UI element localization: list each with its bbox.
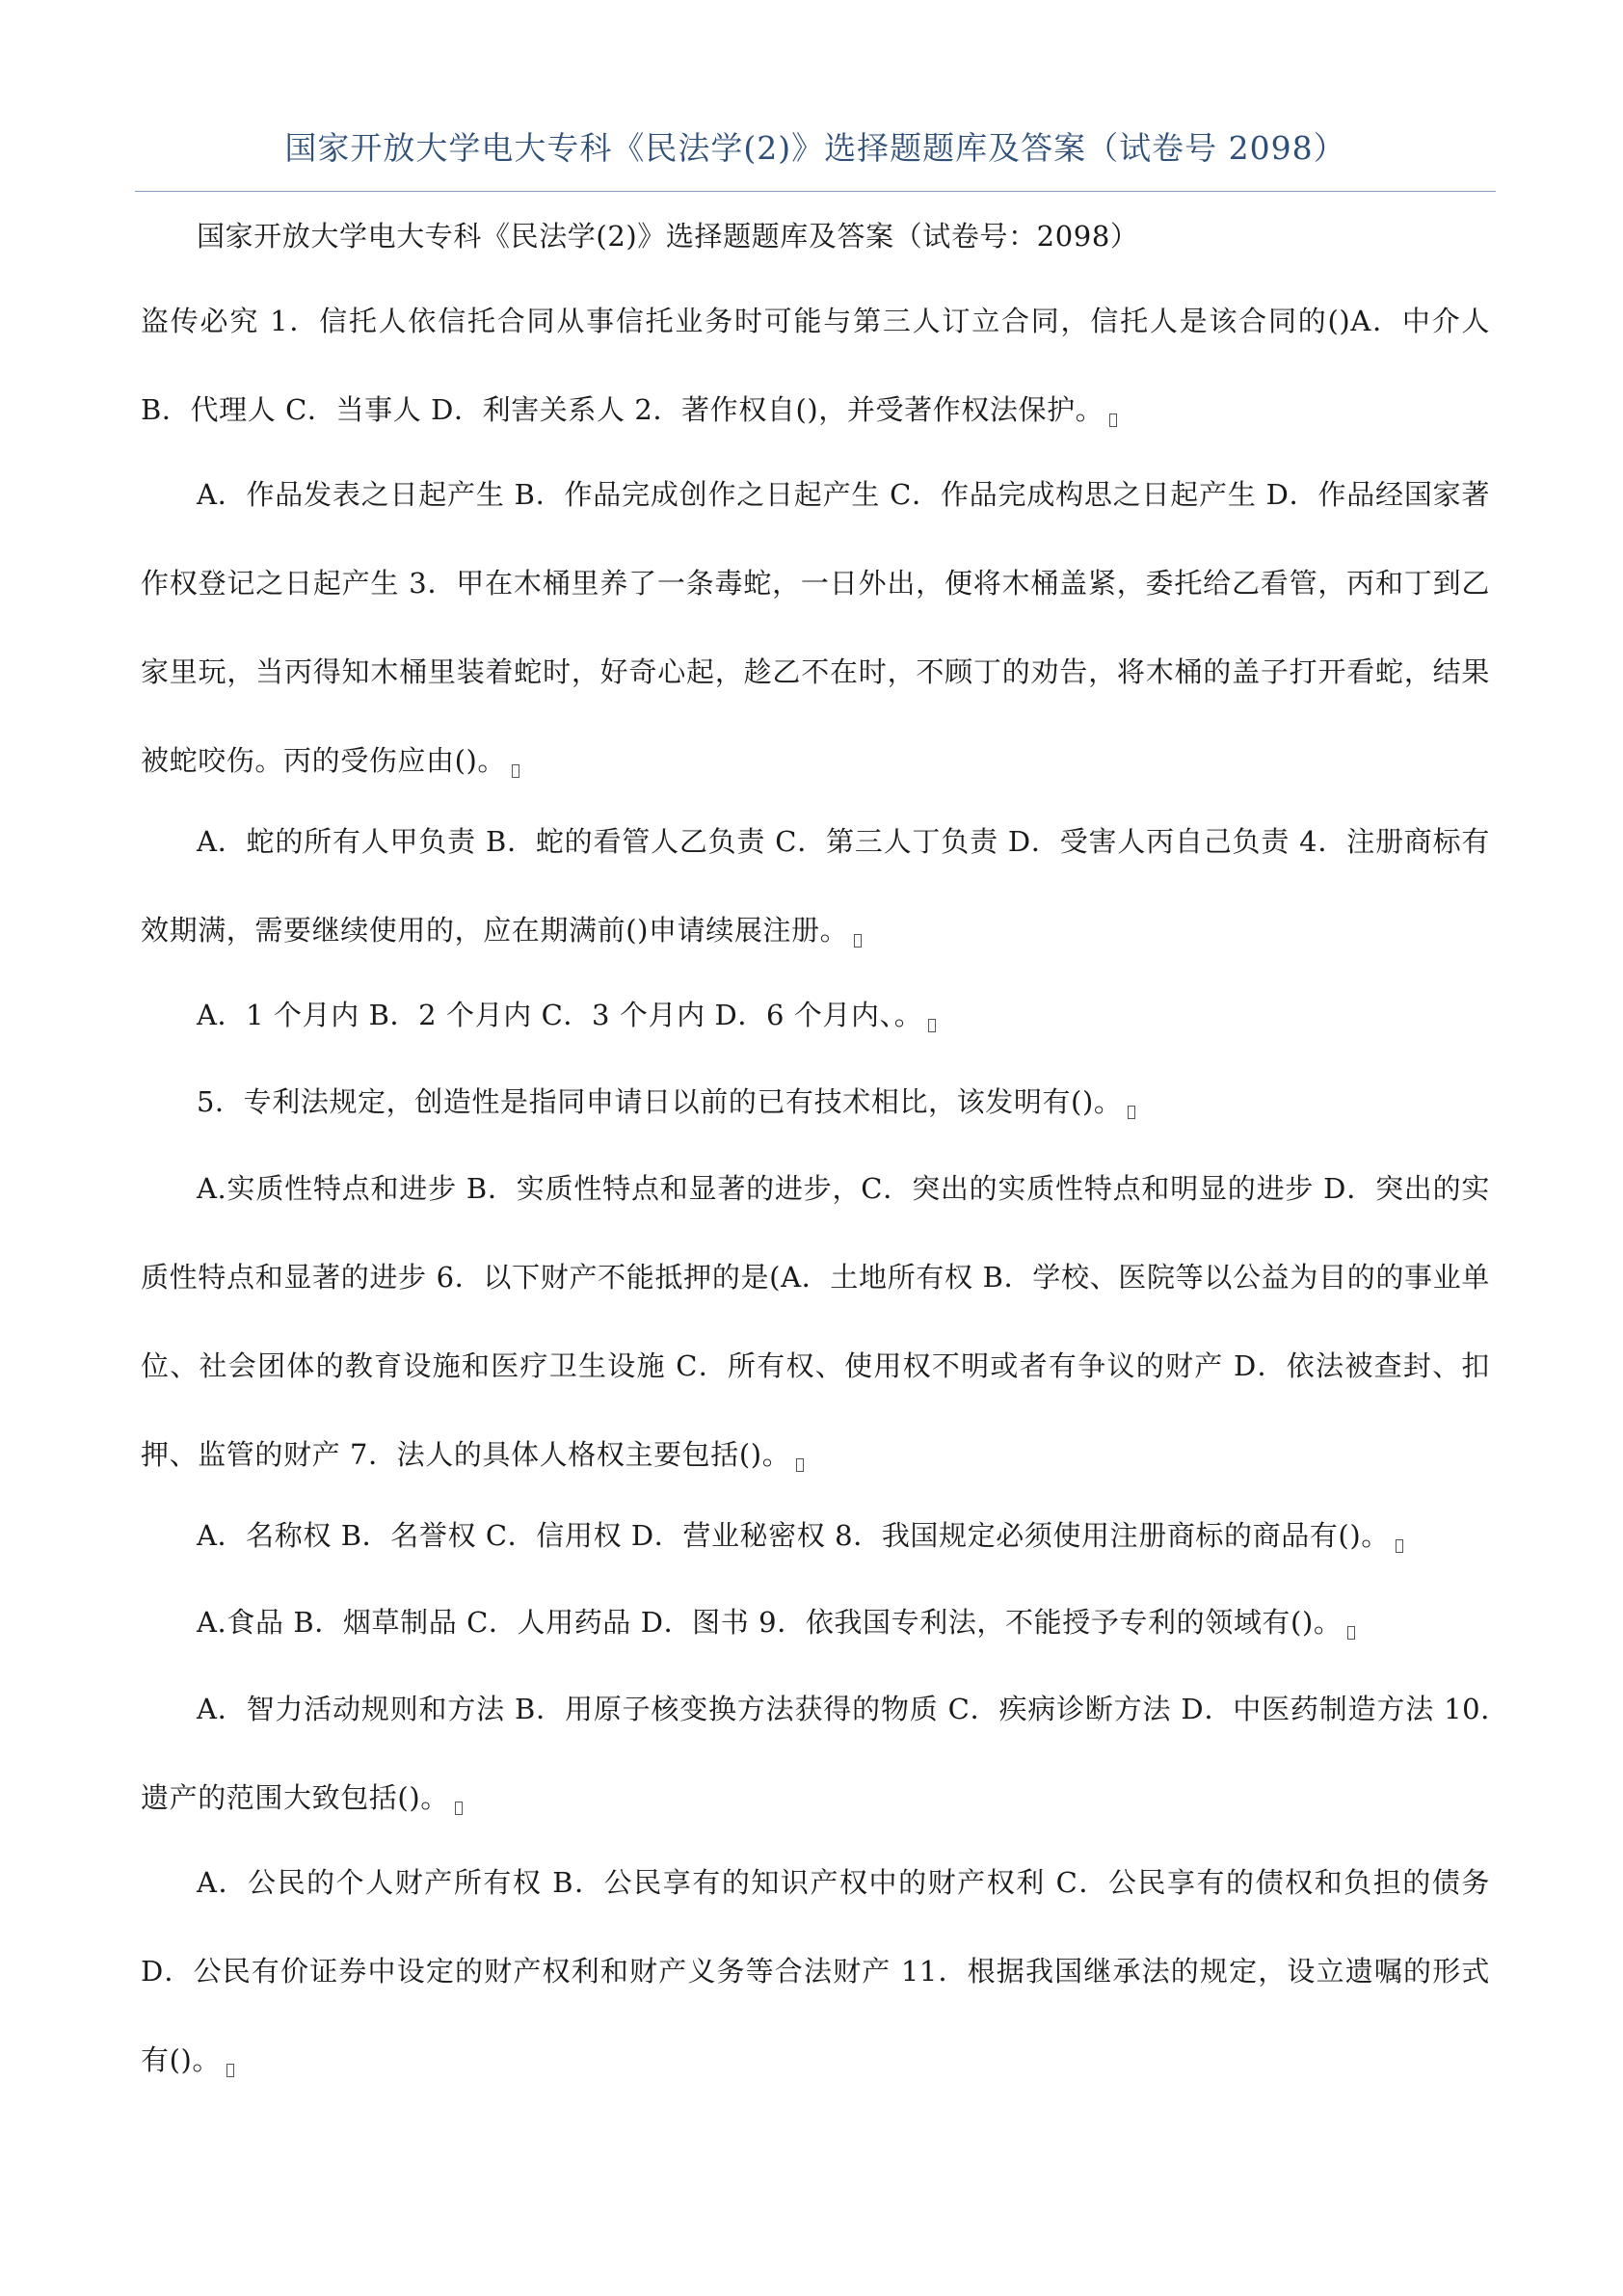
paragraph-text: A.实质性特点和进步 B．实质性特点和显著的进步，C．突出的实质性特点和明显的进步 D．突出的实质性特点和显著的进步 6．以下财产不能抵押的是(A．土地所有权 B．学校、医院等以公益为目的的事业单位、社会团体的教育设施和医疗卫生设施 C．所有权、使用权不明或者有争议的财产 D．依法被查封、扣押、监管的财产 7．法人的具体人格权主要包括()。 <box>141 1172 1490 1471</box>
paragraph-text: A．作品发表之日起产生 B．作品完成创作之日起产生 C．作品完成构思之日起产生 D．作品经国家著作权登记之日起产生 3．甲在木桶里养了一条毒蛇，一日外出，便将木桶盖紧，委托给乙看管，丙和丁到乙家里玩，当丙得知木桶里装着蛇时，好奇心起，趁乙不在时，不顾丁的劝告，将木桶的盖子打开看蛇，结果被蛇咬伤。丙的受伤应由()。 <box>141 478 1490 777</box>
paragraph-mark-icon <box>854 934 862 948</box>
paragraph-q8-options-q9 <box>141 1578 1490 1667</box>
paragraph-text: 5．专利法规定，创造性是指同申请日以前的已有技术相比，该发明有()。 <box>197 1085 1123 1118</box>
paragraph-q3-options-q4 <box>141 797 1490 974</box>
paragraph-text: A．公民的个人财产所有权 B．公民享有的知识产权中的财产权利 C．公民享有的债权和负担的债务 D．公民有价证券中设定的财产权利和财产义务等合法财产 11．根据我国继承法的规定，设立遗嘱的形式有()。 <box>141 1866 1490 2076</box>
title-divider <box>135 191 1496 192</box>
paragraph-mark-icon <box>1347 1626 1355 1640</box>
paragraph-mark-icon <box>1128 1106 1135 1119</box>
paragraph-mark-icon <box>1109 414 1117 427</box>
paragraph-text: A．蛇的所有人甲负责 B．蛇的看管人乙负责 C．第三人丁负责 D．受害人丙自己负责 4．注册商标有效期满，需要继续使用的，应在期满前()申请续展注册。 <box>141 825 1490 947</box>
paragraph-text: A.食品 B．烟草制品 C．人用药品 D．图书 9．依我国专利法，不能授予专利的领域有()。 <box>197 1606 1343 1639</box>
paragraph-q9-options-q10 <box>141 1665 1490 1842</box>
paragraph-intro <box>141 207 1490 265</box>
document-title: 国家开放大学电大专科《民法学(2)》选择题题库及答案（试卷号 2098） <box>284 129 1346 167</box>
paragraph-text: 国家开放大学电大专科《民法学(2)》选择题题库及答案（试卷号：2098） <box>197 220 1139 253</box>
paragraph-text: A．名称权 B．名誉权 C．信用权 D．营业秘密权 8．我国规定必须使用注册商标的商品有()。 <box>197 1519 1390 1552</box>
paragraph-text: A．1 个月内 B．2 个月内 C．3 个月内 D．6 个月内、。 <box>197 999 923 1031</box>
paragraph-q5-options-q7 <box>141 1144 1490 1499</box>
paragraph-mark-icon <box>1396 1539 1403 1553</box>
paragraph-q2-options-q3 <box>141 450 1490 805</box>
paragraph-mark-icon <box>796 1458 804 1472</box>
paragraph-mark-icon <box>512 764 519 778</box>
paragraph-mark-icon <box>928 1019 936 1032</box>
paragraph-q1-q2 <box>141 277 1490 454</box>
paragraph-q5 <box>141 1057 1490 1146</box>
paragraph-mark-icon <box>455 1802 463 1815</box>
paragraph-q10-options-q11 <box>141 1838 1490 2104</box>
paragraph-q7-options-q8 <box>141 1491 1490 1580</box>
paragraph-mark-icon <box>226 2064 234 2077</box>
paragraph-text: 盗传必究 1．信托人依信托合同从事信托业务时可能与第三人订立合同，信托人是该合同的()A．中介人 B．代理人 C．当事人 D．利害关系人 2．著作权自()，并受著作权法保护。 <box>141 305 1490 426</box>
paragraph-q4-options <box>141 971 1490 1059</box>
paragraph-text: A．智力活动规则和方法 B．用原子核变换方法获得的物质 C．疾病诊断方法 D．中医药制造方法 10.遗产的范围大致包括()。 <box>141 1693 1490 1814</box>
